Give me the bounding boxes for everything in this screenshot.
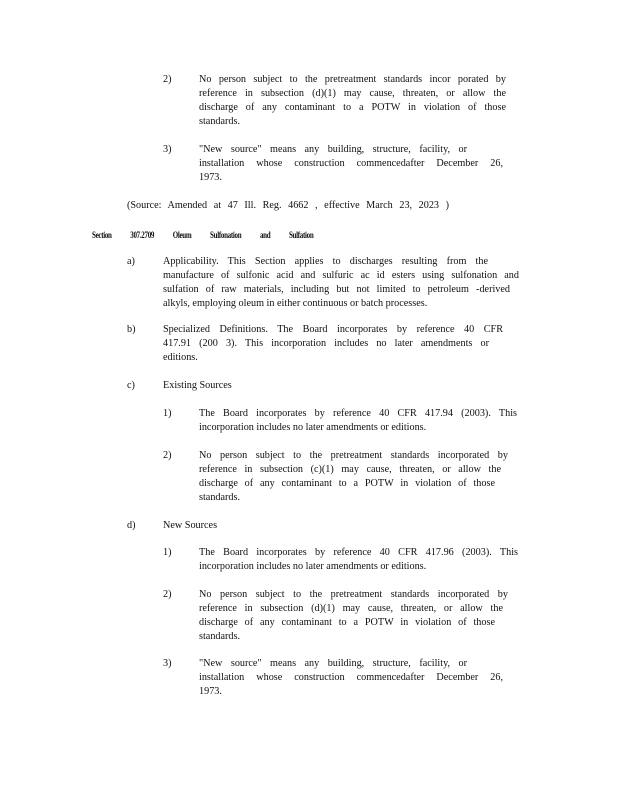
subsection-title: New Sources bbox=[163, 520, 218, 531]
paragraph-line: reference in subsection (d)(1) may cause, threaten, or allow the bbox=[199, 88, 506, 99]
paragraph-d-item-2 bbox=[199, 588, 508, 644]
paragraph-line: No person subject to the pretreatment standards incor porated by bbox=[199, 74, 506, 85]
subsection-letter: a) bbox=[127, 256, 135, 267]
paragraph-line: reference in subsection (c)(1) may cause, threaten, or allow the bbox=[199, 464, 501, 475]
subsection-letter: b) bbox=[127, 324, 136, 335]
paragraph-line: "New source" means any building, structure, facility, or bbox=[199, 658, 467, 669]
item-number: 2) bbox=[163, 589, 172, 600]
paragraph-top-item-2 bbox=[199, 73, 506, 129]
subsection-title: Existing Sources bbox=[163, 380, 232, 391]
paragraph-line: Applicability. This Section applies to discharges resulting from the bbox=[163, 256, 488, 267]
section-title-word: Oleum bbox=[172, 230, 192, 240]
paragraph-line: editions. bbox=[163, 352, 198, 363]
paragraph-line: No person subject to the pretreatment standards incorporated by bbox=[199, 450, 508, 461]
paragraph-applicability bbox=[163, 255, 519, 311]
paragraph-line: discharge of any contaminant to a POTW in violation of those bbox=[199, 478, 495, 489]
paragraph-line: standards. bbox=[199, 116, 241, 127]
item-number: 2) bbox=[163, 74, 172, 85]
item-number: 3) bbox=[163, 144, 172, 155]
section-title-word: and bbox=[259, 230, 271, 240]
paragraph-line: incorporation includes no later amendments or editions. bbox=[199, 561, 427, 572]
paragraph-d-item-3 bbox=[199, 657, 503, 699]
paragraph-line: No person subject to the pretreatment standards incorporated by bbox=[199, 589, 508, 600]
paragraph-line: reference in subsection (d)(1) may cause, threaten, or allow the bbox=[199, 603, 503, 614]
paragraph-line: discharge of any contaminant to a POTW in violation of those bbox=[199, 617, 495, 628]
paragraph-d-item-1 bbox=[199, 546, 518, 574]
source-note: (Source: Amended at 47 Ill. Reg. 4662 , effective March 23, 2023 ) bbox=[127, 200, 449, 211]
paragraph-line: 417.91 (200 3). This incorporation includes no later amendments or bbox=[163, 338, 489, 349]
item-number: 1) bbox=[163, 408, 172, 419]
paragraph-c-item-2 bbox=[199, 449, 508, 505]
section-title-word: Sulfation bbox=[288, 230, 314, 240]
paragraph-line: manufacture of sulfonic acid and sulfuric ac id esters using sulfonation and bbox=[163, 270, 519, 281]
paragraph-line: standards. bbox=[199, 631, 241, 642]
paragraph-line: 1973. bbox=[199, 686, 222, 697]
paragraph-line: Specialized Definitions. The Board incorporates by reference 40 CFR bbox=[163, 324, 503, 335]
subsection-letter: c) bbox=[127, 380, 135, 391]
paragraph-line: discharge of any contaminant to a POTW in violation of those bbox=[199, 102, 506, 113]
paragraph-line: sulfation of raw materials, including but not limited to petroleum -derived bbox=[163, 284, 510, 295]
paragraph-line: The Board incorporates by reference 40 CFR 417.94 (2003). This bbox=[199, 408, 517, 419]
section-title-word: Sulfonation bbox=[210, 230, 242, 240]
item-number: 1) bbox=[163, 547, 172, 558]
section-number: 307.2709 bbox=[130, 230, 155, 240]
item-number: 3) bbox=[163, 658, 172, 669]
section-heading bbox=[92, 230, 331, 240]
section-label: Section bbox=[92, 230, 112, 240]
paragraph-line: installation whose construction commencedafter December 26, bbox=[199, 158, 503, 169]
paragraph-definitions bbox=[163, 323, 503, 365]
paragraph-line: The Board incorporates by reference 40 CFR 417.96 (2003). This bbox=[199, 547, 518, 558]
paragraph-line: alkyls, employing oleum in either continuous or batch processes. bbox=[163, 298, 428, 309]
item-number: 2) bbox=[163, 450, 172, 461]
paragraph-line: standards. bbox=[199, 492, 241, 503]
paragraph-line: "New source" means any building, structure, facility, or bbox=[199, 144, 467, 155]
paragraph-top-item-3 bbox=[199, 143, 503, 185]
paragraph-line: 1973. bbox=[199, 172, 222, 183]
paragraph-c-item-1 bbox=[199, 407, 517, 435]
paragraph-line: installation whose construction commencedafter December 26, bbox=[199, 672, 503, 683]
paragraph-line: incorporation includes no later amendments or editions. bbox=[199, 422, 427, 433]
subsection-letter: d) bbox=[127, 520, 136, 531]
